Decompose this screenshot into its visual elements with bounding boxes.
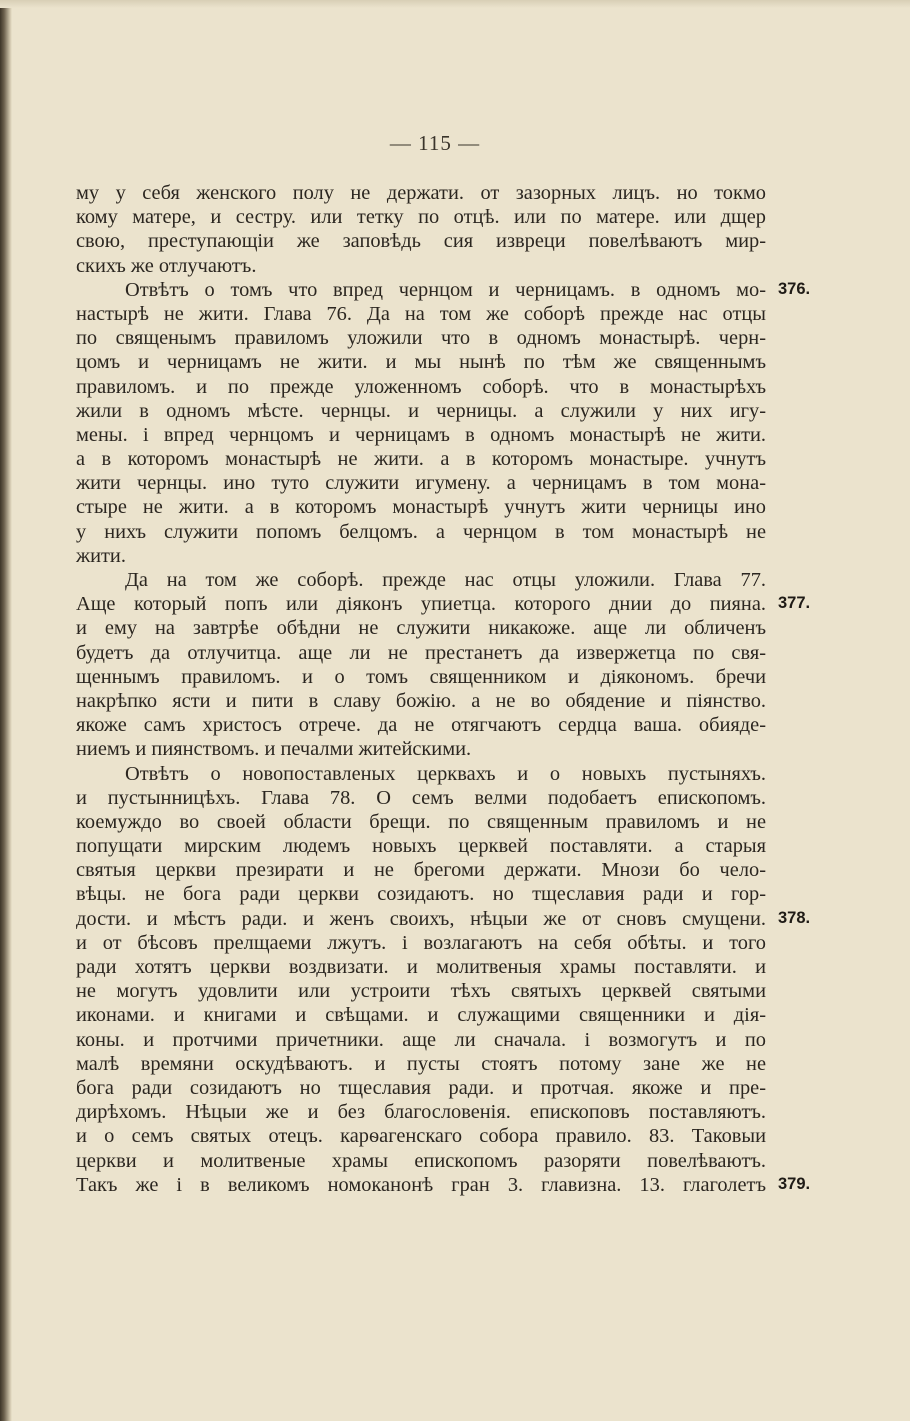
margin-paragraph-number: 379. bbox=[778, 1175, 811, 1194]
text-line: Такъ же і в великомъ номоканонѣ гран 3. главизна. 13. глаголетъ bbox=[76, 1173, 766, 1196]
text-line: ради хотятъ церкви воздвизати. и молитвеныя храмы поставляти. и bbox=[76, 956, 766, 978]
text-line: будетъ да отлучитца. аще ли не престанетъ да извержетца по свя- bbox=[76, 641, 766, 664]
text-line: скихъ же отлучаютъ. bbox=[76, 254, 257, 277]
text-line: святыя церкви презирати и не брегоми держати. Мнози бо чело- bbox=[76, 859, 766, 882]
text-line: Да на том же соборѣ. прежде нас отцы уложили. Глава 77. bbox=[125, 569, 766, 591]
text-line: жити чернцы. ино туто служити игумену. а черницамъ в том мона- bbox=[76, 472, 766, 495]
text-line: настырѣ не жити. Глава 76. Да на том же соборѣ прежде нас отцы bbox=[76, 302, 766, 325]
text-line: мены. і впред чернцомъ и черницамъ в одномъ монастырѣ не жити. bbox=[76, 423, 766, 446]
text-line: и пустынницѣхъ. Глава 78. О семъ велми подобаетъ епископомъ. bbox=[76, 786, 766, 809]
text-line: бога ради созидаютъ но тщеславия ради. и протчая. якоже и пре- bbox=[76, 1076, 766, 1099]
margin-paragraph-number: 377. bbox=[778, 594, 811, 613]
text-line: стыре не жити. а в которомъ монастырѣ учнутъ жити черницы ино bbox=[76, 496, 766, 519]
text-line: и ему на завтрѣе обѣдни не служити никакоже. аще ли обличенъ bbox=[76, 617, 766, 640]
text-line: правиломъ. и по прежде уложенномъ соборѣ. что в монастырѣхъ bbox=[76, 375, 766, 398]
text-line: церкви и молитвеные храмы епископомъ разоряти повелѣваютъ. bbox=[76, 1149, 766, 1172]
margin-paragraph-number: 376. bbox=[778, 279, 811, 298]
text-line: жити. bbox=[76, 544, 126, 567]
text-line: цомъ и черницамъ не жити. и мы нынѣ по тѣм же священнымъ bbox=[76, 351, 766, 374]
text-line: Аще который попъ или діяконъ упиетца. которого днии до пияна. bbox=[76, 593, 766, 616]
text-line: дости. и мѣстъ ради. и женъ своихъ, нѣцыи же от сновъ смущени. bbox=[76, 907, 766, 930]
text-line: жили в одномъ мѣсте. чернцы. и черницы. а служили у них игу- bbox=[76, 399, 766, 422]
text-line: у нихъ служити попомъ белцомъ. а чернцом в том монастырѣ не bbox=[76, 520, 766, 543]
margin-paragraph-number: 378. bbox=[778, 909, 811, 927]
text-line: Отвѣтъ о томъ что впред чернцом и черницамъ. в одномъ мо- bbox=[125, 278, 766, 301]
text-line: а в которомъ монастырѣ не жити. а в которомъ монастыре. учнутъ bbox=[76, 448, 766, 471]
text-line: коемуждо во своей области брещи. по священным правиломъ и не bbox=[76, 810, 766, 833]
text-line: не могутъ удовлити или устроити тѣхъ святыхъ церквей святыми bbox=[76, 980, 766, 1003]
text-line: по священымъ правиломъ уложили что в одномъ монастырѣ. черн- bbox=[76, 327, 766, 350]
text-line: Отвѣтъ о новопоставленых церквахъ и о новыхъ пустыняхъ. bbox=[125, 762, 766, 785]
text-line: вѣцы. не бога ради церкви созидаютъ. но тщеславия ради и гор- bbox=[76, 883, 766, 906]
text-line: коны. и протчими причетники. аще ли сначала. і возмогутъ и по bbox=[76, 1028, 766, 1051]
text-line: кому матере, и сестру. или тетку по отцѣ. или по матере. или дщер bbox=[76, 206, 766, 229]
page-binding-edge bbox=[0, 0, 12, 1421]
text-line: малѣ времяни оскудѣваютъ. и пусты стоятъ потому зане же не bbox=[76, 1052, 766, 1075]
page-number: — 115 — bbox=[389, 131, 481, 155]
text-line: накрѣпко ясти и пити в славу божію. а не во обядение и піянство. bbox=[76, 689, 766, 712]
text-line: дирѣхомъ. Нѣцыи же и без благословенія. епископовъ поставляютъ. bbox=[76, 1101, 766, 1124]
text-line: и о семъ святых отецъ. карѳагенскаго собора правило. 83. Таковыи bbox=[76, 1125, 766, 1148]
text-line: якоже самъ христосъ отрече. да не отягчаютъ сердца ваша. обияде- bbox=[76, 714, 766, 737]
text-line: и от бѣсовъ прелщаеми лжутъ. і возлагаютъ на себя обѣты. и того bbox=[76, 931, 766, 954]
text-line: му у себя женского полу не держати. от зазорных лицъ. но токмо bbox=[76, 182, 766, 204]
text-line: свою, преступающіи же заповѣдь сия извреци повелѣваютъ мир- bbox=[76, 230, 766, 253]
text-line: иконами. и книгами и свѣщами. и служащими священники и дія- bbox=[76, 1004, 766, 1027]
text-line: попущати мирским людемъ новыхъ церквей поставляти. а старыя bbox=[76, 835, 766, 858]
text-line: ниемъ и пиянствомъ. и печалми житейскими. bbox=[76, 738, 472, 761]
page-top-edge bbox=[0, 0, 910, 8]
body-text bbox=[76, 181, 766, 1197]
text-line: щеннымъ правиломъ. и о томъ священником и діякономъ. бречи bbox=[76, 665, 766, 688]
